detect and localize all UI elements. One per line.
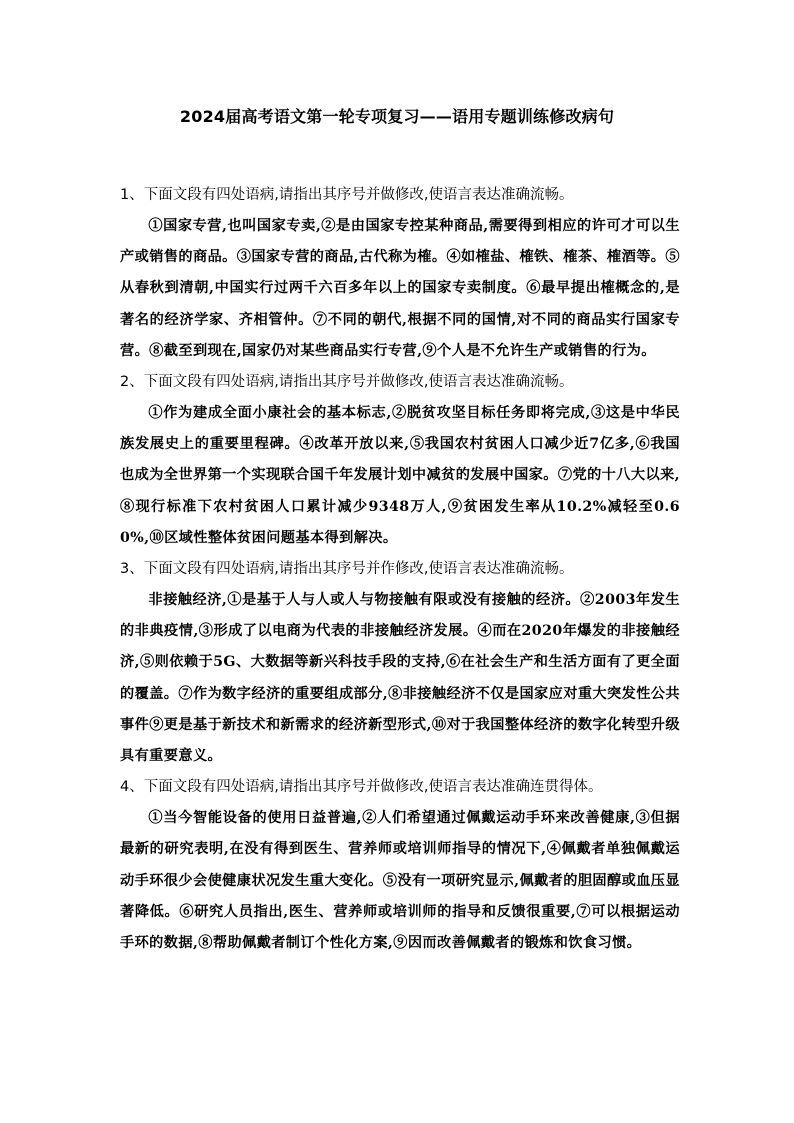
question-2-passage: ①作为建成全面小康社会的基本标志,②脱贫攻坚目标任务即将完成,③这是中华民族发展史上的重要里程碑。④改革开放以来,⑤我国农村贫困人口减少近7亿多,⑥我国也成为全世界第一个实现联合国千年发展计划中减贫的发展中国家。⑦党的十八大以来,⑧现行标准下农村贫困人口累计减少9348万人,⑨贫困发生率从10.2%减轻至0.60%,⑩区域性整体贫困问题基本得到解决。: [120, 405, 680, 546]
question-2-prompt: 2、下面文段有四处语病,请指出其序号并做修改,使语言表达准确流畅。: [120, 374, 574, 391]
question-1-passage: ①国家专营,也叫国家专卖,②是由国家专控某种商品,需要得到相应的许可才可以生产或销售的商品。③国家专营的商品,古代称为榷。④如榷盐、榷铁、榷茶、榷酒等。⑤从春秋到清朝,中国实行过两千六百多年以上的国家专卖制度。⑥最早提出榷概念的,是著名的经济学家、齐相管仲。⑦不同的朝代,根据不同的国情,对不同的商品实行国家专营。⑧截至到现在,国家仍对某些商品实行专营,⑨个人是不允许生产或销售的行为。: [120, 218, 680, 359]
document-title: 2024届高考语文第一轮专项复习——语用专题训练修改病句: [179, 107, 615, 126]
question-4-passage: ①当今智能设备的使用日益普遍,②人们希望通过佩戴运动手环来改善健康,③但据最新的研究表明,在没有得到医生、营养师或培训师指导的情况下,④佩戴者单独佩戴运动手环很少会使健康状况发生重大变化。⑤没有一项研究显示,佩戴者的胆固醇或血压显著降低。⑥研究人员指出,医生、营养师或培训师的指导和反馈很重要,⑦可以根据运动手环的数据,⑧帮助佩戴者制订个性化方案,⑨因而改善佩戴者的锻炼和饮食习惯。: [120, 810, 680, 952]
question-4-prompt: 4、下面文段有四处语病,请指出其序号并做修改,使语言表达准确连贯得体。: [120, 779, 603, 796]
document-body: [120, 180, 680, 959]
question-3-prompt: 3、下面文段有四处语病,请指出其序号并作修改,使语言表达准确流畅。: [120, 561, 574, 578]
question-3-passage: 非接触经济,①是基于人与人或人与物接触有限或没有接触的经济。②2003年发生的非典疫情,③形成了以电商为代表的非接触经济发展。④而在2020年爆发的非接触经济,⑤则依赖于5G、大数据等新兴科技手段的支持,⑥在社会生产和生活方面有了更全面的覆盖。⑦作为数字经济的重要组成部分,⑧非接触经济不仅是国家应对重大突发性公共事件⑨更是基于新技术和新需求的经济新型形式,⑩对于我国整体经济的数字化转型升级具有重要意义。: [120, 592, 680, 765]
question-1-prompt: 1、下面文段有四处语病,请指出其序号并做修改,使语言表达准确流畅。: [120, 187, 574, 203]
